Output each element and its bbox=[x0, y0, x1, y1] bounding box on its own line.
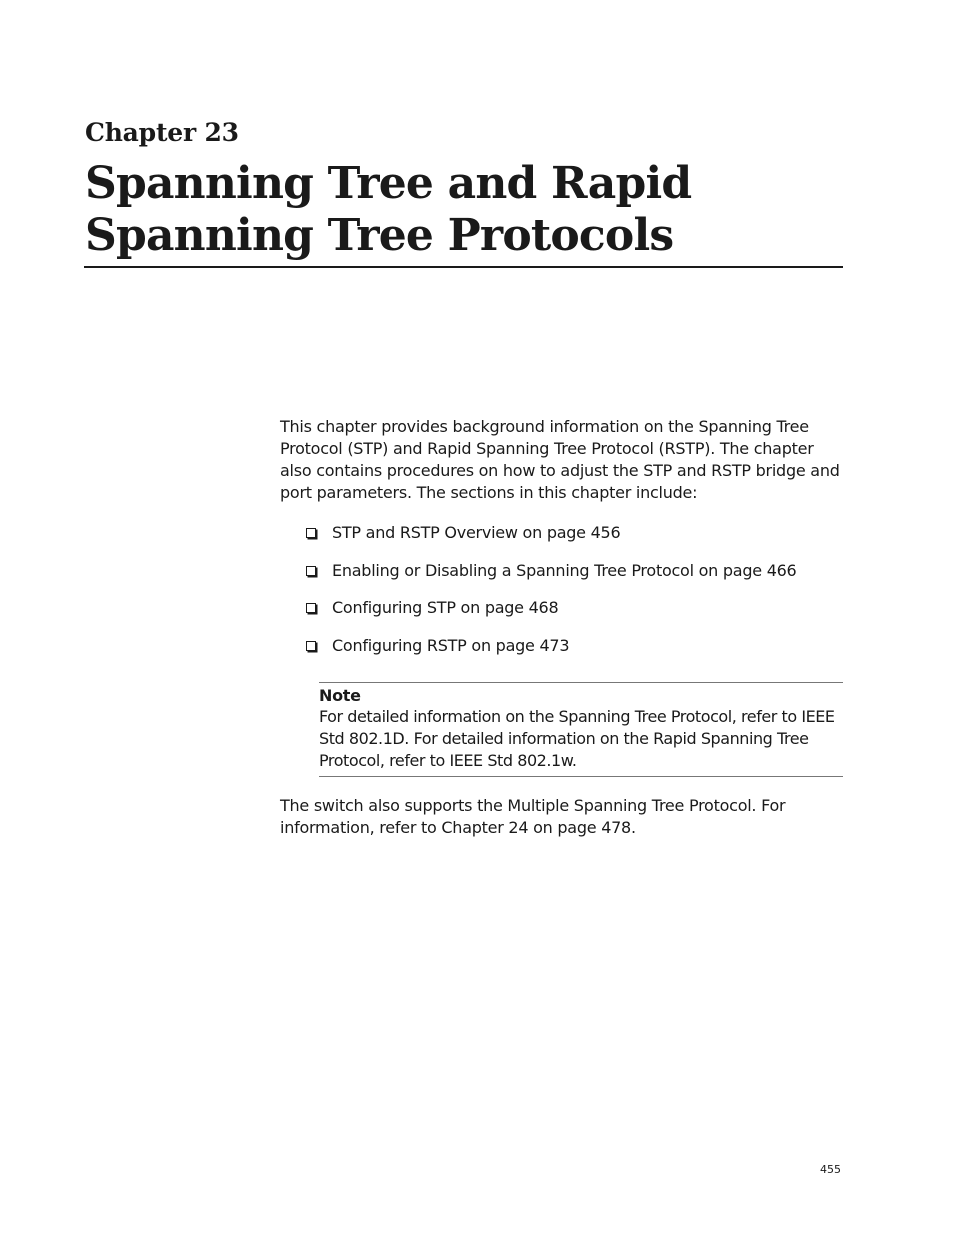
section-list bbox=[306, 522, 796, 672]
chapter-title: Spanning Tree and Rapid Spanning Tree Protocols bbox=[85, 158, 692, 261]
note-heading: Note bbox=[319, 686, 361, 705]
section-link[interactable]: STP and RSTP Overview on page 456 bbox=[332, 523, 621, 542]
note-box bbox=[319, 682, 843, 777]
checkbox-bullet-icon bbox=[306, 641, 316, 651]
note-text: For detailed information on the Spanning Tree Protocol, refer to IEEE Std 802.1D. For detailed information on the Rapid Spanning Tree Protocol, refer to IEEE Std 802.1w. bbox=[319, 707, 835, 770]
checkbox-bullet-icon bbox=[306, 603, 316, 613]
chapter-label: Chapter 23 bbox=[85, 118, 239, 147]
title-divider bbox=[84, 266, 843, 268]
list-item[interactable] bbox=[306, 635, 796, 657]
page-number: 455 bbox=[820, 1163, 841, 1176]
intro-paragraph: This chapter provides background information on the Spanning Tree Protocol (STP) and Rapid Spanning Tree Protocol (RSTP). The chapter also contains procedures on how to adjust the STP and RSTP bridge and port parameters. The sections in this chapter include: bbox=[280, 417, 840, 502]
closing-paragraph: The switch also supports the Multiple Spanning Tree Protocol. For information, refer to Chapter 24 on page 478. bbox=[280, 796, 786, 837]
section-link[interactable]: Enabling or Disabling a Spanning Tree Protocol on page 466 bbox=[332, 560, 797, 580]
checkbox-bullet-icon bbox=[306, 566, 316, 576]
section-link[interactable]: Configuring STP on page 468 bbox=[332, 598, 559, 617]
checkbox-bullet-icon bbox=[306, 528, 316, 538]
section-link[interactable]: Configuring RSTP on page 473 bbox=[332, 635, 570, 655]
list-item[interactable] bbox=[306, 522, 796, 544]
list-item[interactable] bbox=[306, 597, 796, 619]
list-item[interactable] bbox=[306, 560, 796, 582]
